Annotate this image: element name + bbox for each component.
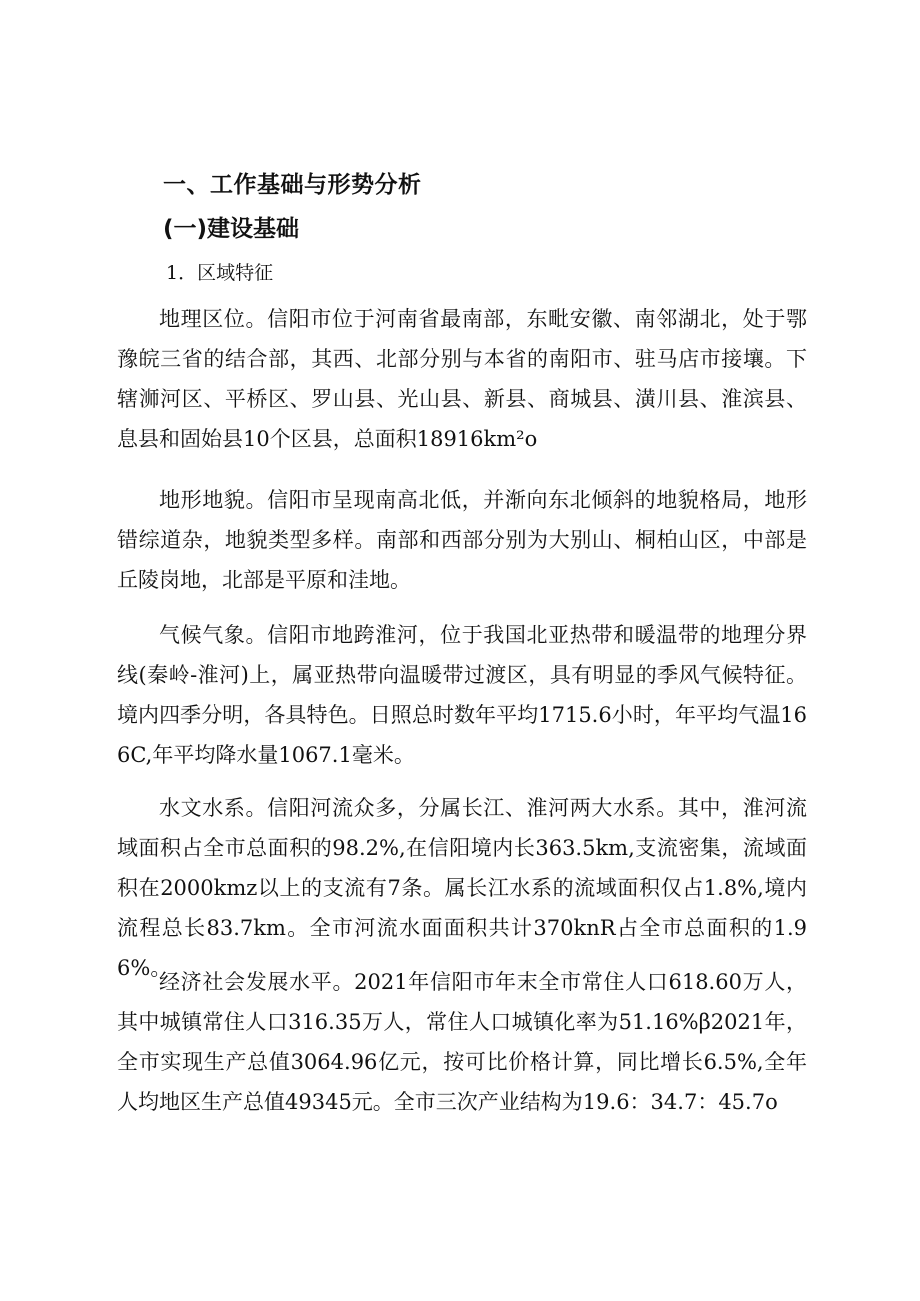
paragraph-hydrology: 水文水系。信阳河流众多，分属长江、淮河两大水系。其中，淮河流域面积占全市总面积的98.2%,在信阳境内长363.5km,支流密集，流域面积在2000kmz以上的支流有7条。属长江水系的流域面积仅占1.8%,境内流程总长83.7km。全市河流水面面积共计370knR占全市总面积的1.96%。 bbox=[117, 796, 807, 980]
section-heading: 一、工作基础与形势分析 bbox=[163, 172, 422, 198]
paragraph-climate: 气候气象。信阳市地跨淮河，位于我国北亚热带和暖温带的地理分界线(秦岭-淮河)上，属亚热带向温暖带过渡区，具有明显的季风气候特征。境内四季分明，各具特色。日照总时数年平均1715.6小时，年平均气温166C,年平均降水量1067.1毫米。 bbox=[117, 623, 807, 767]
subsection-heading: (一)建设基础 bbox=[163, 216, 300, 242]
paragraph-topography: 地形地貌。信阳市呈现南高北低，并渐向东北倾斜的地貌格局，地形错综道杂，地貌类型多样。南部和西部分别为大别山、桐柏山区，中部是丘陵岗地，北部是平原和洼地。 bbox=[117, 488, 807, 592]
paragraph-geographic-location: 地理区位。信阳市位于河南省最南部，东毗安徽、南邻湖北，处于鄂豫皖三省的结合部，其西、北部分别与本省的南阳市、驻马店市接壤。下辖浉河区、平桥区、罗山县、光山县、新县、商城县、潢川县、淮滨县、息县和固始县10个区县，总面积18916km²o bbox=[117, 307, 807, 451]
paragraph-socioeconomic: 经济社会发展水平。2021年信阳市年末全市常住人口618.60万人，其中城镇常住人口316.35万人，常住人口城镇化率为51.16%β2021年，全市实现生产总值3064.96亿元，按可比价格计算，同比增长6.5%,全年人均地区生产总值49345元。全市三次产业结构为19.6：34.7：45.7o bbox=[117, 970, 807, 1114]
sub-subsection-heading: 1．区域特征 bbox=[166, 262, 274, 284]
